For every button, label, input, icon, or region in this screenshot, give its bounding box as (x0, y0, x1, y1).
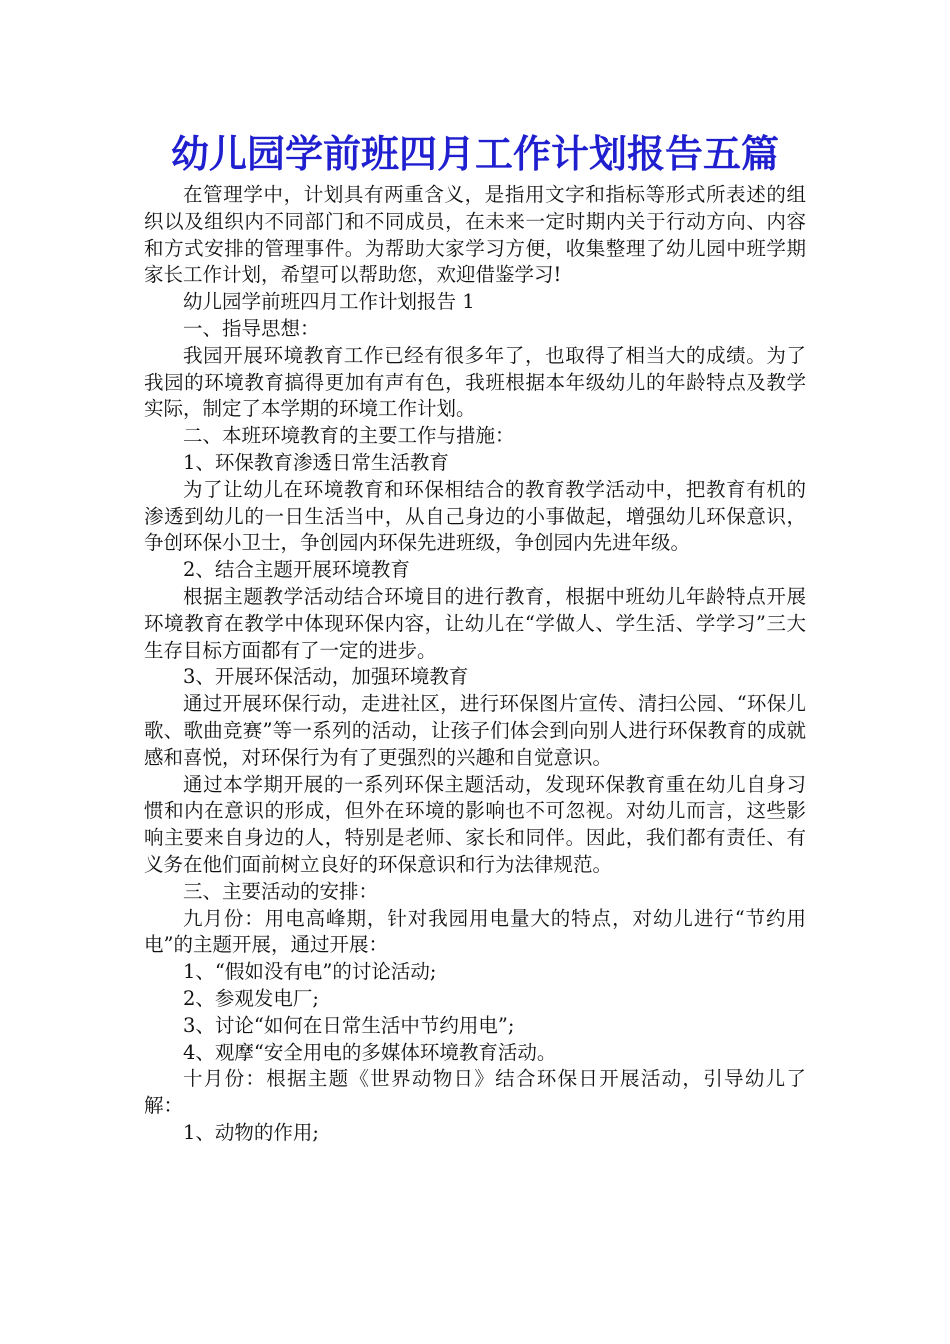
paragraph: 根据主题教学活动结合环境目的进行教育，根据中班幼儿年龄特点开展环境教育在教学中体现环保内容，让幼儿在“学做人、学生活、学学习”三大生存目标方面都有了一定的进步。 (144, 584, 806, 662)
document-title: 幼儿园学前班四月工作计划报告五篇 (170, 132, 779, 176)
section-heading: 幼儿园学前班四月工作计划报告 1 (183, 290, 475, 314)
paragraph: 为了让幼儿在环境教育和环保相结合的教育教学活动中，把教育有机的渗透到幼儿的一日生活当中，从自己身边的小事做起，增强幼儿环保意识，争创环保小卫士，争创园内环保先进班级，争创园内先进年级。 (144, 477, 806, 555)
paragraph: 十月份：根据主题《世界动物日》结合环保日开展活动，引导幼儿了解： (144, 1067, 806, 1118)
list-item: 3、讨论“如何在日常生活中节约用电”; (183, 1013, 515, 1037)
list-item: 1、“假如没有电”的讨论活动; (183, 960, 437, 984)
paragraph: 通过本学期开展的一系列环保主题活动，发现环保教育重在幼儿自身习惯和内在意识的形成，但外在环境的影响也不可忽视。对幼儿而言，这些影响主要来自身边的人，特别是老师、家长和同伴。因此，我们都有责任、有义务在他们面前树立良好的环保意识和行为法律规范。 (144, 772, 806, 876)
paragraph: 通过开展环保行动，走进社区，进行环保图片宣传、清扫公园、“环保儿歌、歌曲竞赛”等一系列的活动，让孩子们体会到向别人进行环保教育的成就感和喜悦，对环保行为有了更强烈的兴趣和自觉意识。 (144, 692, 806, 769)
list-item: 4、观摩“安全用电的多媒体环境教育活动。 (183, 1040, 557, 1064)
subsection-heading: 1、环保教育渗透日常生活教育 (183, 450, 449, 474)
subsection-heading: 3、开展环保活动，加强环境教育 (183, 665, 469, 689)
paragraph: 在管理学中，计划具有两重含义，是指用文字和指标等形式所表述的组织以及组织内不同部门和不同成员，在未来一定时期内关于行动方向、内容和方式安排的管理事件。为帮助大家学习方便，收集整理了幼儿园中班学期家长工作计划，希望可以帮助您，欢迎借鉴学习! (144, 183, 806, 287)
section-heading: 二、本班环境教育的主要工作与措施： (183, 424, 515, 448)
section-heading: 三、主要活动的安排： (183, 879, 379, 903)
document-body (144, 182, 806, 1147)
list-item: 2、参观发电厂; (183, 986, 319, 1010)
subsection-heading: 2、结合主题开展环境教育 (183, 558, 410, 582)
list-item: 1、动物的作用; (183, 1120, 319, 1144)
section-heading: 一、指导思想： (183, 316, 320, 340)
paragraph: 我园开展环境教育工作已经有很多年了，也取得了相当大的成绩。为了我园的环境教育搞得更加有声有色，我班根据本年级幼儿的年龄特点及教学实际，制定了本学期的环境工作计划。 (144, 343, 806, 421)
paragraph: 九月份：用电高峰期，针对我园用电量大的特点，对幼儿进行“节约用电”的主题开展，通过开展： (144, 906, 806, 957)
